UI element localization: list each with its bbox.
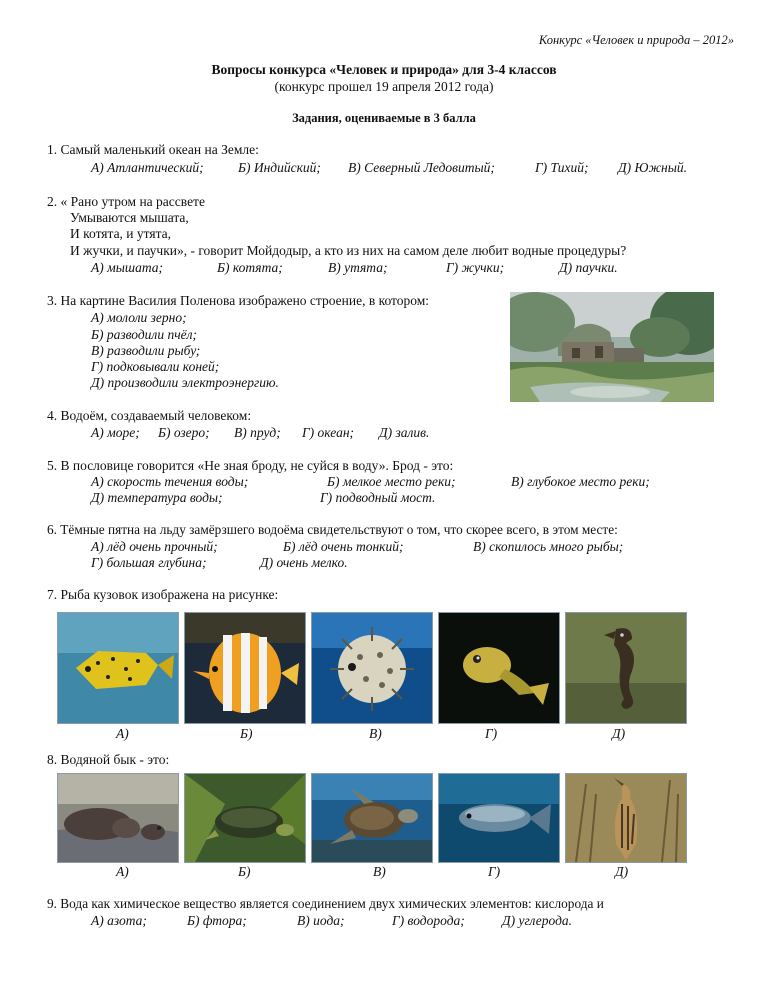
q6-option-a: А) лёд очень прочный;: [91, 539, 218, 554]
q4-option-c: В) пруд;: [234, 425, 281, 440]
q6-option-c: В) скопилось много рыбы;: [473, 539, 624, 554]
q3-option-e: Д) производили электроэнергию.: [91, 375, 279, 390]
q5-option-b: Б) мелкое место реки;: [327, 474, 456, 489]
q3-option-d: Г) подковывали коней;: [91, 359, 220, 374]
q1-option-b: Б) Индийский;: [238, 160, 321, 175]
q8-label-a: А): [116, 864, 129, 879]
q3-option-c: В) разводили рыбу;: [91, 343, 201, 358]
question-9: 9. Вода как химическое вещество является соединением двух химических элементов: кислорода и: [47, 896, 604, 911]
q6-option-b: Б) лёд очень тонкий;: [283, 539, 404, 554]
hippo-image: [57, 773, 179, 863]
q4-option-d: Г) океан;: [302, 425, 355, 440]
q8-label-d: Г): [488, 864, 501, 879]
question-8: 8. Водяной бык - это:: [47, 752, 170, 767]
q6-option-d: Г) большая глубина;: [91, 555, 207, 570]
fish-image-g2: [438, 773, 560, 863]
q7-label-b: Б): [240, 726, 253, 741]
q1-option-c: В) Северный Ледовитый;: [348, 160, 495, 175]
question-2-line-3: И котята, и утята,: [70, 226, 172, 241]
q8-label-e: Д): [615, 864, 629, 879]
q2-option-e: Д) паучки.: [559, 260, 618, 275]
q8-label-b: Б): [238, 864, 251, 879]
q7-label-c: В): [369, 726, 382, 741]
pufferfish-image: [311, 612, 433, 724]
q5-option-e: Г) подводный мост.: [320, 490, 436, 505]
fish-image-g: [438, 612, 560, 724]
q3-option-a: А) мололи зерно;: [91, 310, 187, 325]
q9-option-b: Б) фтора;: [187, 913, 247, 928]
page-title: Вопросы конкурса «Человек и природа» для 3-4 классов: [211, 62, 557, 77]
q7-label-d: Г): [485, 726, 498, 741]
section-heading: Задания, оцениваемые в 3 балла: [292, 111, 476, 125]
q2-option-d: Г) жучки;: [446, 260, 505, 275]
q1-option-d: Г) Тихий;: [535, 160, 589, 175]
question-6: 6. Тёмные пятна на льду замёрзшего водоёма свидетельствуют о том, что скорее всего, в этом месте:: [47, 522, 618, 537]
q5-option-a: А) скорость течения воды;: [91, 474, 249, 489]
q4-option-e: Д) залив.: [379, 425, 430, 440]
q9-option-a: А) азота;: [91, 913, 147, 928]
question-2-line-2: Умываются мышата,: [70, 210, 189, 225]
q8-label-c: В): [373, 864, 386, 879]
question-5: 5. В пословице говорится «Не зная броду, не суйся в воду». Брод - это:: [47, 458, 454, 473]
header-note: Конкурс «Человек и природа – 2012»: [538, 33, 734, 47]
q5-option-c: В) глубокое место реки;: [511, 474, 650, 489]
q7-label-e: Д): [612, 726, 626, 741]
q1-option-a: А) Атлантический;: [91, 160, 204, 175]
turtle-image-b: [184, 773, 306, 863]
q4-option-b: Б) озеро;: [158, 425, 210, 440]
page-subtitle: (конкурс прошел 19 апреля 2012 года): [274, 79, 494, 94]
q6-option-e: Д) очень мелко.: [260, 555, 348, 570]
butterflyfish-image: [184, 612, 306, 724]
question-2-line-1: 2. « Рано утром на рассвете: [47, 194, 205, 209]
q2-option-a: А) мышата;: [91, 260, 163, 275]
seahorse-image: [565, 612, 687, 724]
q7-label-a: А): [116, 726, 129, 741]
bittern-bird-image: [565, 773, 687, 863]
q9-option-d: Г) водорода;: [392, 913, 465, 928]
question-4: 4. Водоём, создаваемый человеком:: [47, 408, 252, 423]
q2-option-c: В) утята;: [328, 260, 388, 275]
boxfish-image: [57, 612, 179, 724]
q3-option-b: Б) разводили пчёл;: [91, 327, 198, 342]
q9-option-c: В) иода;: [297, 913, 345, 928]
q5-option-d: Д) температура воды;: [91, 490, 223, 505]
question-3: 3. На картине Василия Поленова изображено строение, в котором:: [47, 293, 430, 308]
sea-turtle-image: [311, 773, 433, 863]
question-1: 1. Самый маленький океан на Земле:: [47, 142, 259, 157]
question-7: 7. Рыба кузовок изображена на рисунке:: [47, 587, 279, 602]
q4-option-a: А) море;: [91, 425, 140, 440]
polenov-painting-image: [510, 292, 714, 402]
q2-option-b: Б) котята;: [217, 260, 283, 275]
q9-option-e: Д) углерода.: [502, 913, 573, 928]
q1-option-e: Д) Южный.: [618, 160, 688, 175]
question-2-line-4: И жучки, и паучки», - говорит Мойдодыр, а кто из них на самом деле любит водные процедуры?: [70, 243, 627, 258]
